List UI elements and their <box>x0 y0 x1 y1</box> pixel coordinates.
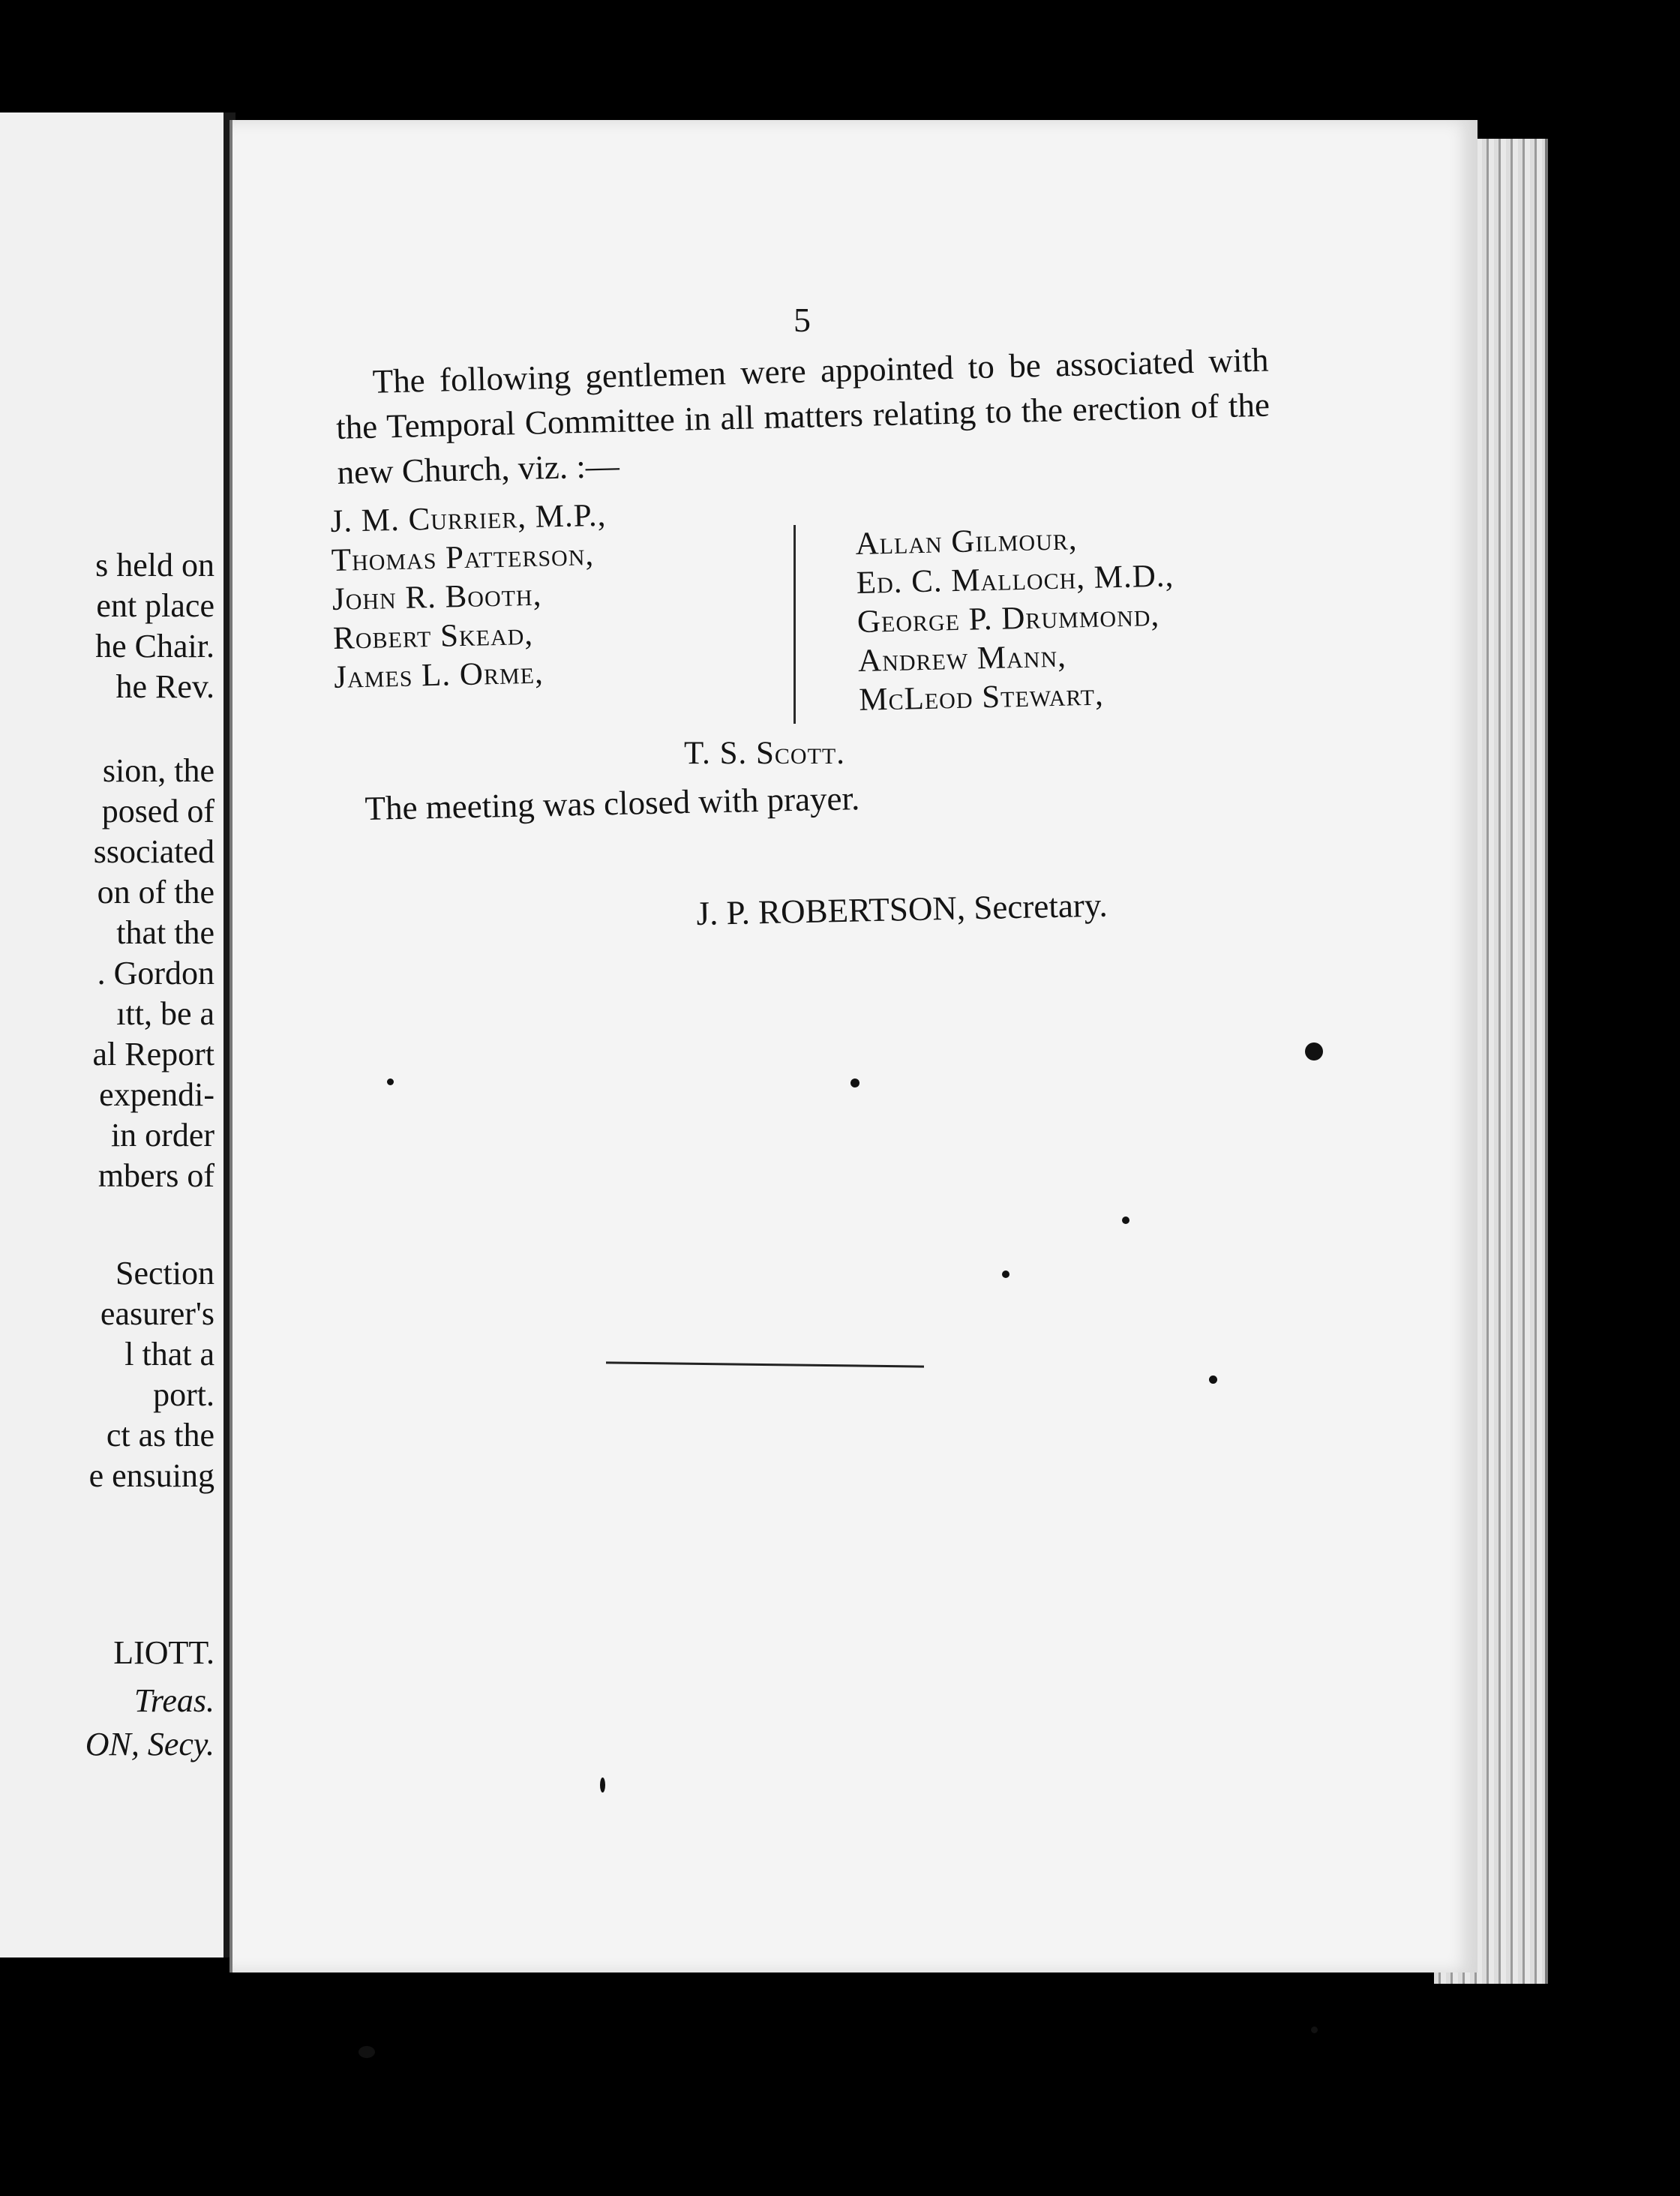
name-entry: James L. Orme, <box>333 655 544 695</box>
left-page-line: e ensuing <box>88 1457 214 1494</box>
left-page-line: l that a <box>124 1336 214 1372</box>
scan-speck <box>850 1078 860 1088</box>
name-entry: McLeod Stewart, <box>858 676 1105 718</box>
name-entry: Allan Gilmour, <box>855 521 1078 562</box>
name-entry: Andrew Mann, <box>857 638 1067 679</box>
left-page-line: expendi- <box>99 1076 214 1113</box>
name-entry: J. M. Currier, M.P., <box>330 497 607 539</box>
left-page-line: ıtt, be a <box>116 995 214 1032</box>
name-entry: Robert Skead, <box>332 616 534 656</box>
scan-speck <box>600 1778 605 1792</box>
left-page-line: on of the <box>97 874 214 910</box>
left-page-line: easurer's <box>100 1295 214 1332</box>
name-entry: Thomas Patterson, <box>331 537 595 578</box>
left-page-line: port. <box>153 1376 214 1413</box>
scan-speck <box>387 1078 394 1085</box>
left-page-line: posed of <box>101 793 214 830</box>
left-page-line: sion, the <box>102 752 214 789</box>
column-divider <box>794 525 796 724</box>
scan-speck <box>358 2046 375 2058</box>
left-page-line: Treas. <box>134 1682 214 1719</box>
name-entry: John R. Booth, <box>332 577 542 617</box>
left-page-line: LIOTT. <box>113 1634 214 1671</box>
names-left-column <box>330 496 610 698</box>
left-page-line: that the <box>116 914 214 951</box>
scan-speck <box>1209 1376 1217 1384</box>
centered-name: T. S. Scott. <box>684 736 845 771</box>
scan-speck <box>1002 1270 1010 1278</box>
left-page-line: ON, Secy. <box>85 1726 214 1762</box>
scan-speck <box>1311 2026 1318 2033</box>
left-page-line: in order <box>110 1117 214 1154</box>
left-page-line: he Rev. <box>116 668 214 705</box>
previous-page-fragment <box>0 112 224 1958</box>
left-page-line: . Gordon <box>97 955 214 992</box>
left-page-line: s held on <box>95 547 214 584</box>
page-number: 5 <box>794 301 811 339</box>
scan-speck <box>1305 1042 1323 1060</box>
name-entry: Ed. C. Malloch, M.D., <box>856 558 1174 601</box>
left-page-line: ssociated <box>93 833 214 870</box>
left-page-line: al Report <box>92 1036 214 1072</box>
left-page-line: ent place <box>96 587 214 624</box>
left-page-line: he Chair. <box>95 628 214 664</box>
intro-text: The following gentlemen were appointed to be associated with the Temporal Committee in all matters relating to the erection of the new Church, viz. :— <box>335 340 1270 491</box>
scan-speck <box>1122 1216 1130 1224</box>
name-entry: George P. Drummond, <box>856 597 1160 640</box>
left-page-line: mbers of <box>98 1157 214 1194</box>
closing-line: The meeting was closed with prayer. <box>364 779 860 827</box>
left-page-line: Section <box>116 1255 214 1292</box>
secretary-signature: J. P. ROBERTSON, Secretary. <box>696 886 1108 932</box>
names-right-column <box>855 518 1177 720</box>
intro-paragraph <box>334 338 1271 495</box>
left-page-line: ct as the <box>106 1417 214 1454</box>
